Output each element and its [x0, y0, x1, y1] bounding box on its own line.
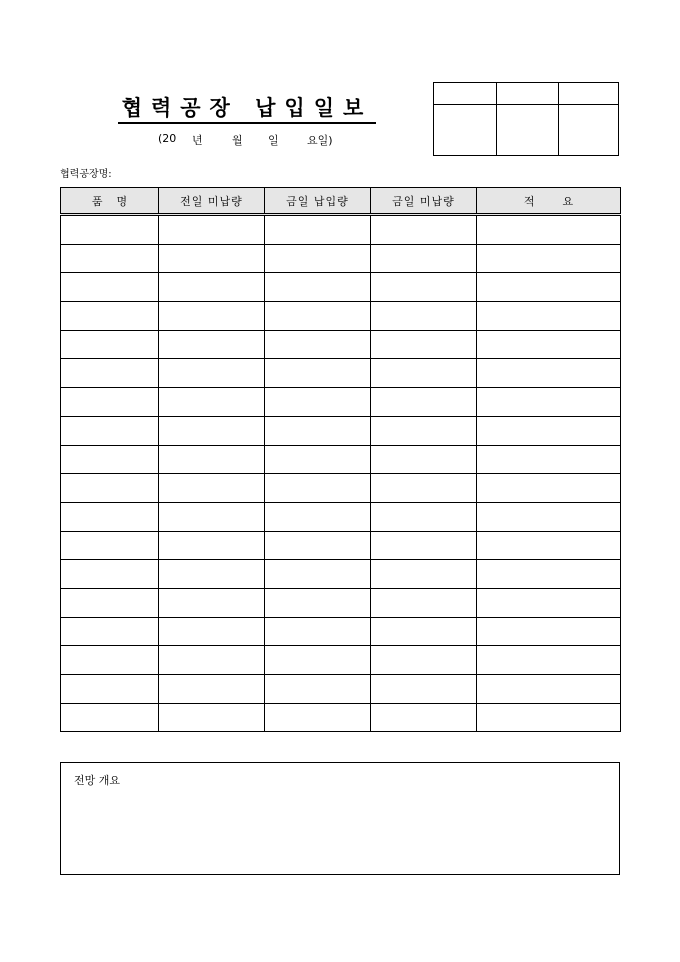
table-cell[interactable] [159, 474, 265, 503]
table-cell[interactable] [265, 359, 371, 388]
table-cell[interactable] [477, 646, 621, 675]
table-cell[interactable] [477, 445, 621, 474]
table-cell[interactable] [265, 273, 371, 302]
header-item-name: 품 명 [61, 188, 159, 215]
table-cell[interactable] [371, 416, 477, 445]
table-cell[interactable] [265, 502, 371, 531]
table-row [61, 502, 621, 531]
factory-name-label: 협력공장명: [60, 169, 112, 180]
table-cell[interactable] [265, 215, 371, 245]
table-cell[interactable] [265, 416, 371, 445]
table-cell[interactable] [477, 302, 621, 331]
table-cell[interactable] [159, 531, 265, 560]
table-row [61, 330, 621, 359]
table-cell[interactable] [477, 416, 621, 445]
header-prev-undelivered: 전일 미납량 [159, 188, 265, 215]
table-cell[interactable] [159, 703, 265, 732]
table-cell[interactable] [265, 244, 371, 273]
date-day-label: 일 [268, 134, 279, 147]
table-cell[interactable] [371, 474, 477, 503]
table-cell[interactable] [265, 388, 371, 417]
table-cell[interactable] [159, 215, 265, 245]
table-cell[interactable] [159, 502, 265, 531]
table-cell[interactable] [477, 617, 621, 646]
table-cell[interactable] [371, 445, 477, 474]
table-cell[interactable] [371, 531, 477, 560]
table-cell[interactable] [159, 445, 265, 474]
table-row [61, 474, 621, 503]
delivery-table [60, 187, 621, 732]
table-cell[interactable] [371, 703, 477, 732]
table-cell[interactable] [371, 302, 477, 331]
table-cell[interactable] [371, 617, 477, 646]
table-row [61, 445, 621, 474]
table-row [61, 588, 621, 617]
table-cell[interactable] [61, 588, 159, 617]
table-cell[interactable] [371, 560, 477, 589]
table-cell[interactable] [265, 560, 371, 589]
header-today-undelivered: 금일 미납량 [371, 188, 477, 215]
table-cell[interactable] [477, 215, 621, 245]
table-cell[interactable] [159, 359, 265, 388]
table-cell[interactable] [477, 359, 621, 388]
table-cell[interactable] [61, 617, 159, 646]
table-cell[interactable] [477, 560, 621, 589]
table-cell[interactable] [159, 588, 265, 617]
table-row [61, 531, 621, 560]
table-cell[interactable] [371, 273, 477, 302]
table-cell[interactable] [159, 244, 265, 273]
approval-divider [434, 104, 618, 105]
table-row [61, 646, 621, 675]
date-year-prefix: (20 [158, 132, 177, 145]
table-row [61, 388, 621, 417]
table-cell[interactable] [371, 330, 477, 359]
table-cell[interactable] [371, 502, 477, 531]
table-row [61, 273, 621, 302]
title-underline [118, 122, 376, 124]
table-cell[interactable] [159, 330, 265, 359]
table-cell[interactable] [61, 560, 159, 589]
approval-column-divider [496, 83, 497, 155]
table-cell[interactable] [371, 244, 477, 273]
table-cell[interactable] [159, 388, 265, 417]
table-cell[interactable] [265, 445, 371, 474]
table-cell[interactable] [371, 646, 477, 675]
table-row [61, 675, 621, 704]
table-cell[interactable] [477, 244, 621, 273]
table-cell[interactable] [265, 531, 371, 560]
table-cell[interactable] [477, 474, 621, 503]
table-cell[interactable] [159, 675, 265, 704]
date-month-label: 월 [232, 134, 243, 147]
table-cell[interactable] [61, 703, 159, 732]
table-cell[interactable] [61, 416, 159, 445]
page-title: 협력공장 납입일보 [121, 95, 373, 120]
table-cell[interactable] [477, 675, 621, 704]
table-cell[interactable] [477, 388, 621, 417]
table-cell[interactable] [159, 273, 265, 302]
table-cell[interactable] [477, 703, 621, 732]
table-cell[interactable] [159, 617, 265, 646]
table-cell[interactable] [159, 560, 265, 589]
table-cell[interactable] [159, 416, 265, 445]
table-cell[interactable] [477, 531, 621, 560]
outlook-summary-box[interactable] [60, 762, 620, 875]
table-cell[interactable] [371, 675, 477, 704]
table-row [61, 416, 621, 445]
approval-box [433, 82, 619, 156]
table-cell[interactable] [265, 474, 371, 503]
table-cell[interactable] [265, 588, 371, 617]
approval-column-divider [558, 83, 559, 155]
table-cell[interactable] [61, 445, 159, 474]
table-cell[interactable] [477, 502, 621, 531]
table-cell[interactable] [61, 474, 159, 503]
table-cell[interactable] [61, 244, 159, 273]
table-cell[interactable] [61, 215, 159, 245]
table-cell[interactable] [371, 388, 477, 417]
table-cell[interactable] [61, 646, 159, 675]
table-cell[interactable] [371, 588, 477, 617]
table-cell[interactable] [159, 646, 265, 675]
header-today-delivered: 금일 납입량 [265, 188, 371, 215]
table-cell[interactable] [61, 359, 159, 388]
table-cell[interactable] [265, 302, 371, 331]
table-cell[interactable] [371, 359, 477, 388]
table-cell[interactable] [61, 502, 159, 531]
outlook-summary-label: 전망 개요 [74, 774, 121, 787]
table-row [61, 560, 621, 589]
date-weekday-label: 요일) [307, 134, 333, 147]
table-cell[interactable] [265, 617, 371, 646]
table-cell[interactable] [61, 302, 159, 331]
table-row [61, 617, 621, 646]
table-cell[interactable] [61, 675, 159, 704]
table-cell[interactable] [477, 588, 621, 617]
table-row [61, 302, 621, 331]
header-remarks: 적 요 [477, 188, 621, 215]
table-row [61, 703, 621, 732]
table-header-row [61, 188, 621, 215]
table-cell[interactable] [61, 531, 159, 560]
table-row [61, 215, 621, 245]
table-cell[interactable] [61, 330, 159, 359]
table-cell[interactable] [477, 273, 621, 302]
table-cell[interactable] [265, 646, 371, 675]
table-cell[interactable] [61, 388, 159, 417]
table-cell[interactable] [265, 703, 371, 732]
table-cell[interactable] [477, 330, 621, 359]
date-year-label: 년 [192, 134, 203, 147]
table-row [61, 244, 621, 273]
table-cell[interactable] [371, 215, 477, 245]
table-cell[interactable] [265, 330, 371, 359]
table-cell[interactable] [265, 675, 371, 704]
table-row [61, 359, 621, 388]
table-cell[interactable] [61, 273, 159, 302]
table-cell[interactable] [159, 302, 265, 331]
